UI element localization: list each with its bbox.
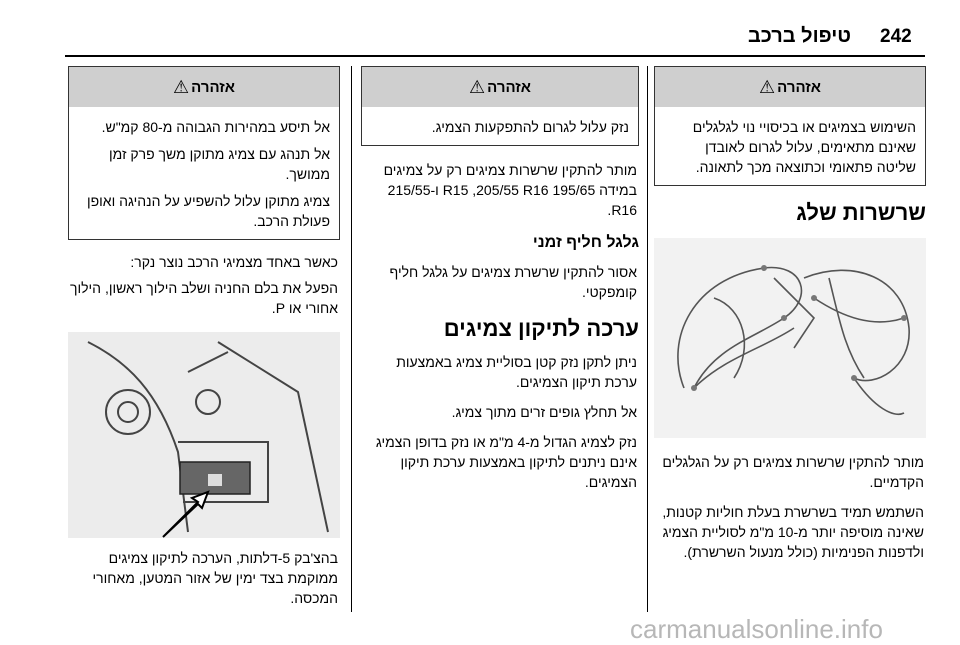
- warning-text: השימוש בצמיגים או בכיסויי נוי לגלגלים שאינם מתאימים, עלול לגרום לאובדן שליטה פתאומי וכתוצאה מכך לתאונה.: [692, 119, 916, 175]
- snow-chain-illustration: [654, 238, 926, 438]
- paragraph: נזק לצמיג הגדול מ-4 מ"מ או נזק בדופן הצמיג אינם ניתנים לתיקון באמצעות ערכת תיקון הצמיגים.: [375, 434, 637, 490]
- warning-header: [655, 67, 925, 107]
- middle-column: [361, 66, 639, 492]
- arrow-icon: [163, 492, 208, 537]
- paragraph: ניתן לתקן נזק קטן בסוליית צמיג באמצעות ערכת תיקון הצמיגים.: [396, 354, 637, 390]
- trunk-compartment-illustration: [68, 332, 340, 538]
- paragraph: כאשר באחד מצמיגי הרכב נוצר נקר:: [130, 254, 338, 270]
- warning-title: אזהרה: [191, 78, 236, 96]
- warning-text: אל תיסע במהירות הגבוהה מ-80 קמ"ש.: [101, 119, 330, 135]
- page-header: [0, 0, 960, 58]
- watermark: carmanualsonline.info: [630, 614, 883, 644]
- warning-box: [361, 66, 639, 146]
- column-divider: [351, 66, 352, 612]
- warning-triangle-icon: ⚠: [172, 76, 190, 97]
- warning-triangle-icon: ⚠: [468, 76, 486, 97]
- snow-chain-figure: [654, 238, 926, 438]
- figure-caption: בהצ'בק 5-דלתות, הערכה לתיקון צמיגים ממוקמת בצד ימין של אזור המטען, מאחורי המכסה.: [92, 550, 338, 606]
- repair-kit-figure: [68, 332, 340, 538]
- warning-header: [69, 67, 339, 107]
- paragraph: השתמש תמיד בשרשרת בעלת חוליות קטנות, שאינה מוסיפה יותר מ-10 מ"מ לסוליית הצמיג ולדפנות הפנימיות (כולל מנעול השרשרת).: [662, 504, 924, 560]
- left-column: [68, 66, 340, 608]
- section-heading: שרשרות שלג: [796, 200, 926, 225]
- warning-body: [362, 107, 638, 145]
- right-column: [654, 66, 926, 562]
- warning-title: אזהרה: [777, 78, 822, 96]
- paragraph: מותר להתקין שרשרות צמיגים רק על צמיגים במידה 195/65 R15 ,205/55 R16 ו-215/55 R16.: [383, 162, 637, 218]
- warning-box: [654, 66, 926, 186]
- page-number: 242: [880, 26, 912, 47]
- warning-body: [655, 107, 925, 185]
- warning-text: צמיג מתוקן עלול להשפיע על הנהיגה ואופן פעולת הרכב.: [86, 193, 330, 229]
- paragraph: מותר להתקין שרשרות צמיגים רק על הגלגלים הקדמיים.: [662, 454, 924, 490]
- column-divider: [647, 66, 648, 612]
- paragraph: אל תחלץ גופים זרים מתוך צמיג.: [451, 404, 637, 420]
- warning-box: [68, 66, 340, 240]
- paragraph: אסור להתקין שרשרת צמיגים על גלגל חליף קומפקטי.: [389, 264, 637, 300]
- subheading: גלגל חליף זמני: [532, 234, 639, 251]
- warning-text: אל תנהג עם צמיג מתוקן משך פרק זמן ממושך.: [108, 146, 330, 182]
- paragraph: הפעל את בלם החניה ושלב הילוך ראשון, הילוך אחורי או P.: [70, 280, 338, 316]
- section-heading: ערכה לתיקון צמיגים: [443, 316, 639, 341]
- warning-title: אזהרה: [487, 78, 532, 96]
- header-rule: [65, 55, 925, 57]
- warning-body: [69, 107, 339, 239]
- warning-triangle-icon: ⚠: [758, 76, 776, 97]
- section-title: טיפול ברכב: [748, 25, 852, 47]
- warning-text: נזק עלול לגרום להתפקעות הצמיג.: [431, 119, 629, 135]
- warning-header: [362, 67, 638, 107]
